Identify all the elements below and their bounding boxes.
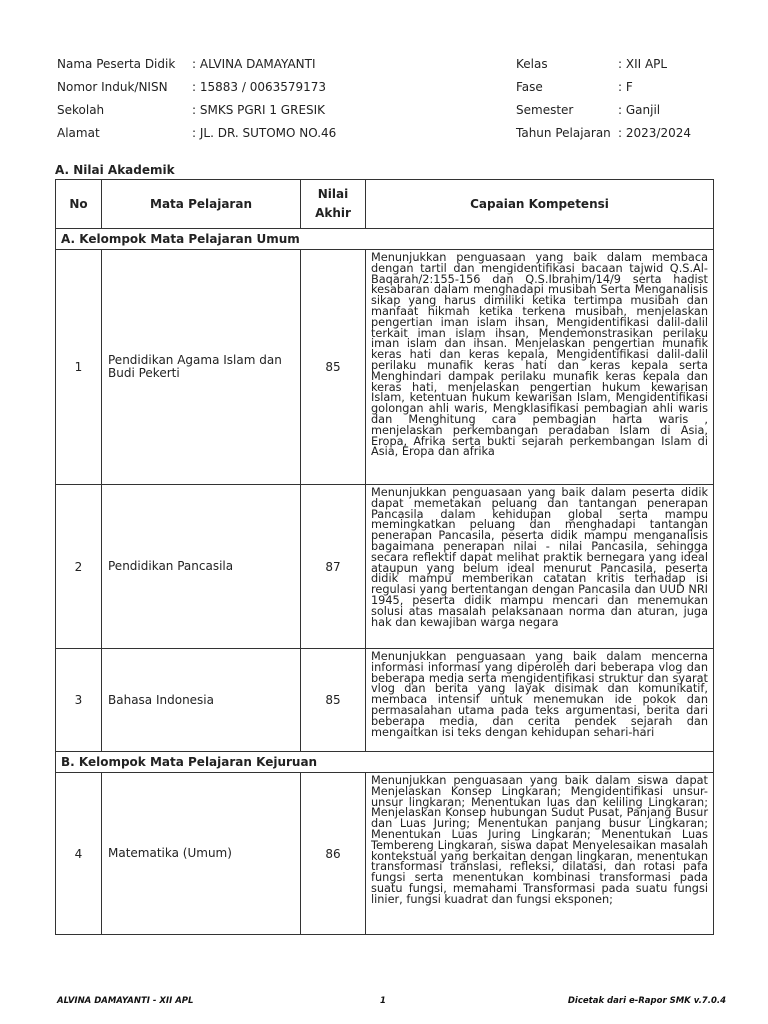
semester-value: : Ganjil xyxy=(618,103,661,117)
header-score-line2: Akhir xyxy=(315,206,351,220)
row-score: 85 xyxy=(301,250,366,485)
row-subject: Matematika (Umum) xyxy=(102,773,301,935)
address-label: Alamat xyxy=(57,126,100,140)
table-row xyxy=(56,250,714,485)
header-competency: Capaian Kompetensi xyxy=(366,180,714,229)
row-no: 4 xyxy=(56,773,102,935)
table-header-row xyxy=(56,180,714,229)
row-score: 85 xyxy=(301,649,366,752)
group-title: A. Kelompok Mata Pelajaran Umum xyxy=(56,229,714,250)
row-competency: Menunjukkan penguasaan yang baik dalam peserta didik dapat memetakan peluang dan tantangan penerapan Pancasila dalam kehidupan global serta mampu memingkatkan peluang dan menghadapi tantangan penerapan Pancasila, peserta didik mampu menganalisis bagaimana penerapan nilai - nilai Pancasila, sehingga secara reflektif dapat melihat praktik bernegara yang ideal ataupun yang belum ideal menurut Pancasila, peserta didik mampu memberikan catatan kritis terhadap isi regulasi yang bertentangan dengan Pancasila dan UUD NRI 1945, peserta didik mampu mencari dan menemukan solusi atas masalah pelaksanaan norma dan aturan, juga hak dan kewajiban warga negara xyxy=(366,485,714,649)
row-subject: Bahasa Indonesia xyxy=(102,649,301,752)
row-score: 86 xyxy=(301,773,366,935)
group-row xyxy=(56,229,714,250)
class-value: : XII APL xyxy=(618,57,668,71)
group-title: B. Kelompok Mata Pelajaran Kejuruan xyxy=(56,752,714,773)
table-row xyxy=(56,773,714,935)
row-no: 3 xyxy=(56,649,102,752)
school-label: Sekolah xyxy=(57,103,105,117)
row-competency: Menunjukkan penguasaan yang baik dalam mencerna informasi informasi yang diperoleh dari beberapa vlog dan beberapa media serta mengidentifikasi struktur dan syarat vlog dan berita yang layak disimak dan komunikatif, membaca intensif untuk menemukan ide pokok dan permasalahan utama pada teks argumentasi, berita dari beberapa media, dan cerita pendek sejarah dan mengaitkan isi teks dengan kehidupan sehari-hari xyxy=(366,649,714,752)
name-label: Nama Peserta Didik xyxy=(57,57,176,71)
class-label: Kelas xyxy=(516,57,548,71)
table-row xyxy=(56,485,714,649)
phase-value: : F xyxy=(618,80,633,94)
footer-student: ALVINA DAMAYANTI - XII APL xyxy=(57,996,194,1006)
nis-value: : 15883 / 0063579173 xyxy=(192,80,327,94)
address-value: : JL. DR. SUTOMO NO.46 xyxy=(192,126,337,140)
footer-page-number: 1 xyxy=(380,996,386,1006)
table-row xyxy=(56,649,714,752)
header-score xyxy=(301,180,366,229)
row-subject: Pendidikan Agama Islam dan Budi Pekerti xyxy=(102,250,301,485)
grades-table xyxy=(55,179,714,935)
row-no: 1 xyxy=(56,250,102,485)
footer-printed-by: Dicetak dari e-Rapor SMK v.7.0.4 xyxy=(567,996,726,1006)
row-competency: Menunjukkan penguasaan yang baik dalam membaca dengan tartil dan mengidentifikasi bacaan tajwid Q.S.Al-Baqarah/2:155-156 dan Q.S.Ibrahim/14/9 serta hadist kesabaran dalam menghadapi musibah Serta Menganalisis sikap yang harus dimiliki ketika tertimpa musibah dan manfaat hikmah ketika terkena musibah, menjelaskan pengertian iman islam ihsan, Mengidentifikasi dalil-dalil terkait iman islam ihsan, Mendemonstrasikan perilaku iman islam dan ihsan. Menjelaskan pengertian munafik keras hati dan keras kepala, Mengidentifikasi dalil-dalil perilaku munafik keras hati dan keras kepala serta Menghindari dampak perilaku munafik keras kepala dan keras hati, menjelaskan pengertian hukum kewarisan Islam, ketentuan hukum kewarisan Islam, Mengidentifikasi golongan ahli waris, Mengklasifikasi pembagian ahli waris dan Menghitung cara pembagian harta waris , menjelaskan perkembangan peradaban Islam di Asia, Eropa, Afrika serta bukti sejarah perkembangan Islam di Asia, Eropa dan afrika xyxy=(366,250,714,485)
header-score-line1: Nilai xyxy=(317,187,349,201)
school-value: : SMKS PGRI 1 GRESIK xyxy=(192,103,326,117)
header-no: No xyxy=(56,180,102,229)
year-label: Tahun Pelajaran xyxy=(516,126,611,140)
row-competency: Menunjukkan penguasaan yang baik dalam siswa dapat Menjelaskan Konsep Lingkaran; Mengidentifikasi unsur-unsur lingkaran; Menentukan luas dan keliling Lingkaran; Menjelaskan Konsep hubungan Sudut Pusat, Panjang Busur dan Luas Juring; Menentukan panjang busur Lingkaran; Menentukan Luas Juring Lingkaran; Menentukan Luas Tembereng Lingkaran, siswa dapat Menyelesaikan masalah kontekstual yang berkaitan dengan lingkaran, menentukan transformasi translasi, refleksi, dilatasi, dan rotasi pafa fungsi serta menentukan kombinasi transformasi pada suatu fungsi, memahami Transformasi pada suatu fungsi linier, fungsi kuadrat dan fungsi eksponen; xyxy=(366,773,714,935)
nis-label: Nomor Induk/NISN xyxy=(57,80,168,94)
phase-label: Fase xyxy=(516,80,543,94)
group-row xyxy=(56,752,714,773)
header-subject: Mata Pelajaran xyxy=(102,180,301,229)
semester-label: Semester xyxy=(516,103,574,117)
name-value: : ALVINA DAMAYANTI xyxy=(192,57,316,71)
row-subject: Pendidikan Pancasila xyxy=(102,485,301,649)
section-title: A. Nilai Akademik xyxy=(55,163,175,177)
row-no: 2 xyxy=(56,485,102,649)
row-score: 87 xyxy=(301,485,366,649)
year-value: : 2023/2024 xyxy=(618,126,691,140)
